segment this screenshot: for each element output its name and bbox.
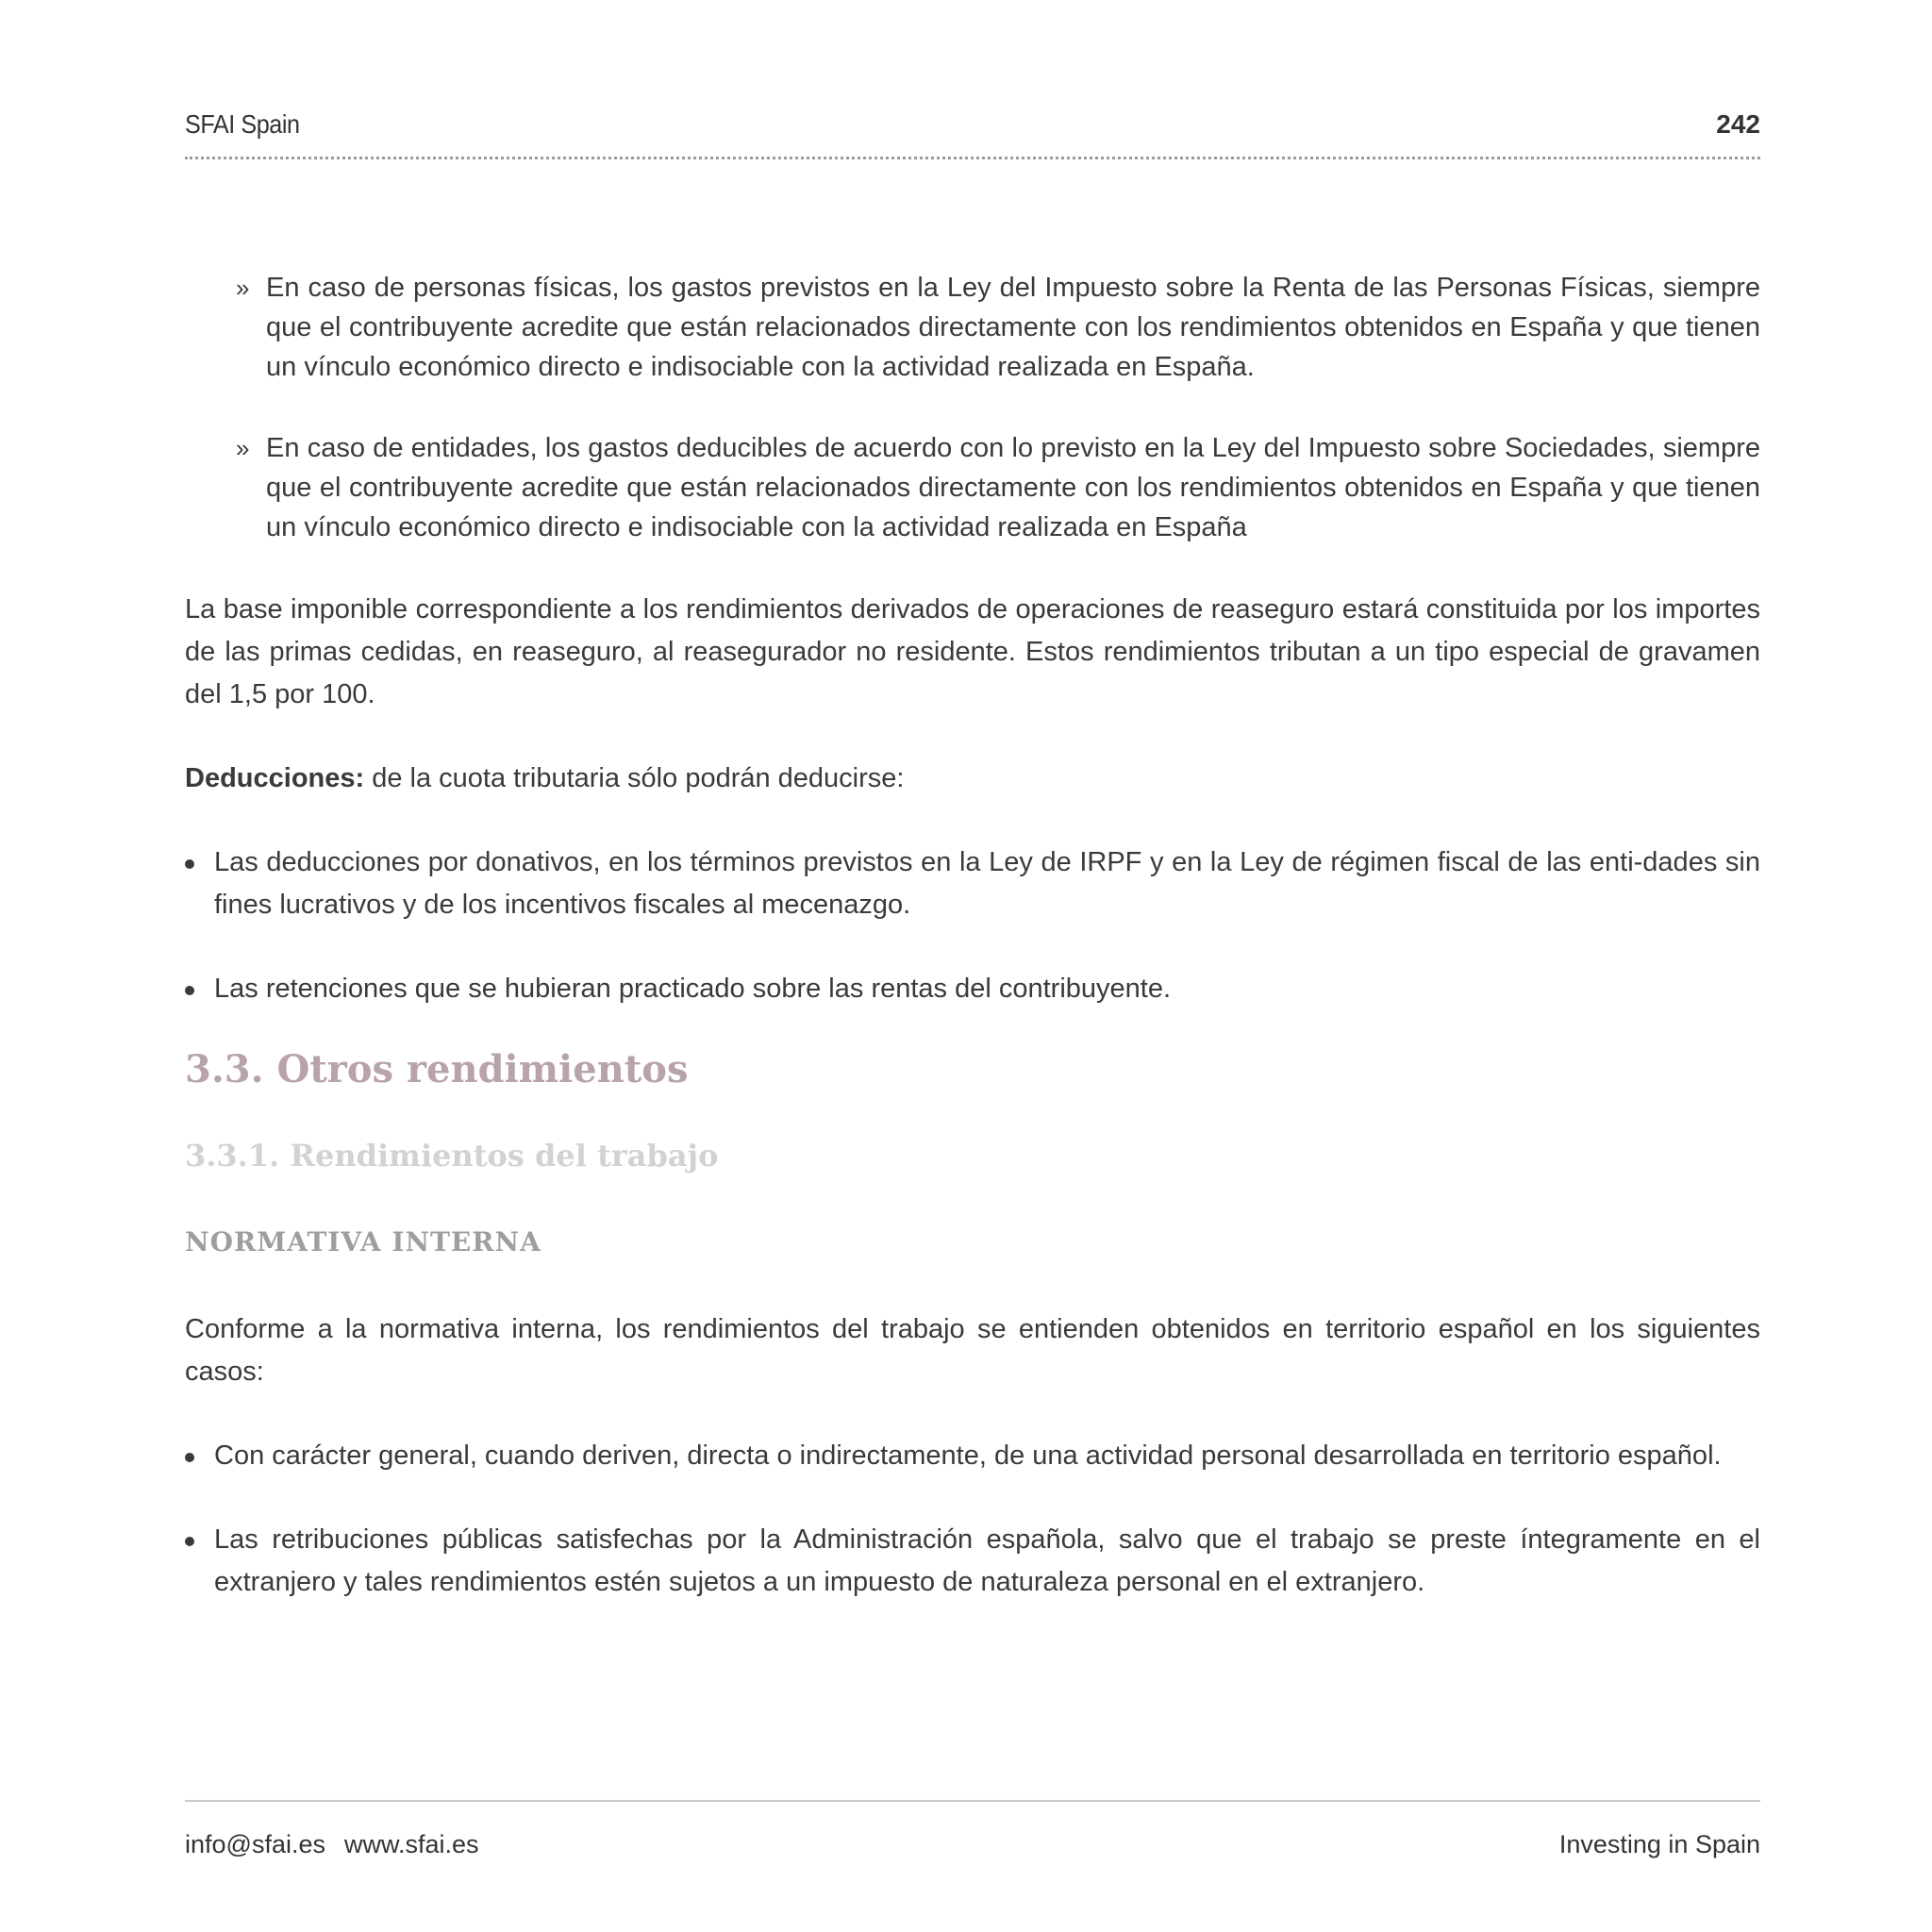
footer-website-link[interactable]: www.sfai.es <box>343 1830 479 1858</box>
section-heading: 3.3. Otros rendimientos <box>185 1047 689 1091</box>
bullet-dot-icon <box>185 986 194 995</box>
list-item-text: Las retribuciones públicas satisfechas por la Administración española, salvo que el trabajo se preste íntegramente en el extranjero y tales rendimientos estén sujetos a un impuesto de naturaleza personal en el extranjero. <box>214 1524 1760 1597</box>
list-item <box>185 1519 1760 1604</box>
list-item-text: Con carácter general, cuando deriven, directa o indirectamente, de una actividad personal desarrollada en territorio español. <box>214 1441 1722 1471</box>
list-item <box>185 968 1760 1010</box>
deducciones-label: Deducciones: <box>185 763 365 793</box>
page-header <box>185 109 1760 143</box>
sub-list-item-text: En caso de personas físicas, los gastos previstos en la Ley del Impuesto sobre la Renta de las Personas Físicas, siempre que el contribuyente acredite que están relacionados directamente con los rendimientos obtenidos en España y que tienen un vínculo económico directo e indisociable con la actividad realizada en España. <box>266 273 1760 382</box>
paragraph-base-imponible: La base imponible correspondiente a los rendimientos derivados de operaciones de reaseguro estará constituida por los importes de las primas cedidas, en reaseguro, al reasegurador no residente. Estos rendimientos tributan a un tipo especial de gravamen del 1,5 por 100. <box>185 594 1760 709</box>
paragraph-conforme: Conforme a la normativa interna, los rendimientos del trabajo se entienden obtenidos en territorio español en los siguientes casos: <box>185 1314 1760 1387</box>
header-dotted-divider <box>185 157 1760 159</box>
bullet-dot-icon <box>185 1453 194 1462</box>
list-item <box>185 841 1760 926</box>
subsection-heading: 3.3.1. Rendimientos del trabajo <box>185 1138 719 1174</box>
sub-list-item-text: En caso de entidades, los gastos deducibles de acuerdo con lo previsto en la Ley del Impuesto sobre Sociedades, siempre que el contribuyente acredite que están relacionados directamente con los rendimientos obtenidos en España y que tienen un vínculo económico directo e indisociable con la actividad realizada en España <box>266 433 1760 542</box>
footer-email-link[interactable]: info@sfai.es <box>185 1830 325 1858</box>
bullet-dot-icon <box>185 1537 194 1546</box>
page-footer <box>185 1830 1760 1864</box>
chevron-bullet-icon: » <box>236 434 250 462</box>
footer-contact <box>185 1830 498 1859</box>
footer-divider <box>185 1800 1760 1802</box>
list-item-text: Las retenciones que se hubieran practicado sobre las rentas del contribuyente. <box>214 974 1172 1004</box>
chevron-bullet-icon: » <box>236 274 250 302</box>
sub-list-item <box>185 428 1760 547</box>
bullet-dot-icon <box>185 859 194 869</box>
paragraph-deducciones <box>185 758 1760 800</box>
list-item-text: Las deducciones por donativos, en los términos previstos en la Ley de IRPF y en la Ley de régimen fiscal de las enti-dades sin fines lucrativos y de los incentivos fiscales al mecenazgo. <box>214 847 1760 920</box>
page-content <box>185 268 1760 1604</box>
minor-heading: NORMATIVA INTERNA <box>185 1226 541 1257</box>
list-item <box>185 1435 1760 1477</box>
document-page <box>185 0 1760 1932</box>
header-page-number: 242 <box>1716 109 1760 139</box>
sub-list-item <box>185 268 1760 387</box>
deducciones-text: de la cuota tributaria sólo podrán deducirse: <box>364 763 905 793</box>
footer-publication-title: Investing in Spain <box>1558 1830 1760 1858</box>
header-company-name: SFAI Spain <box>185 109 300 139</box>
